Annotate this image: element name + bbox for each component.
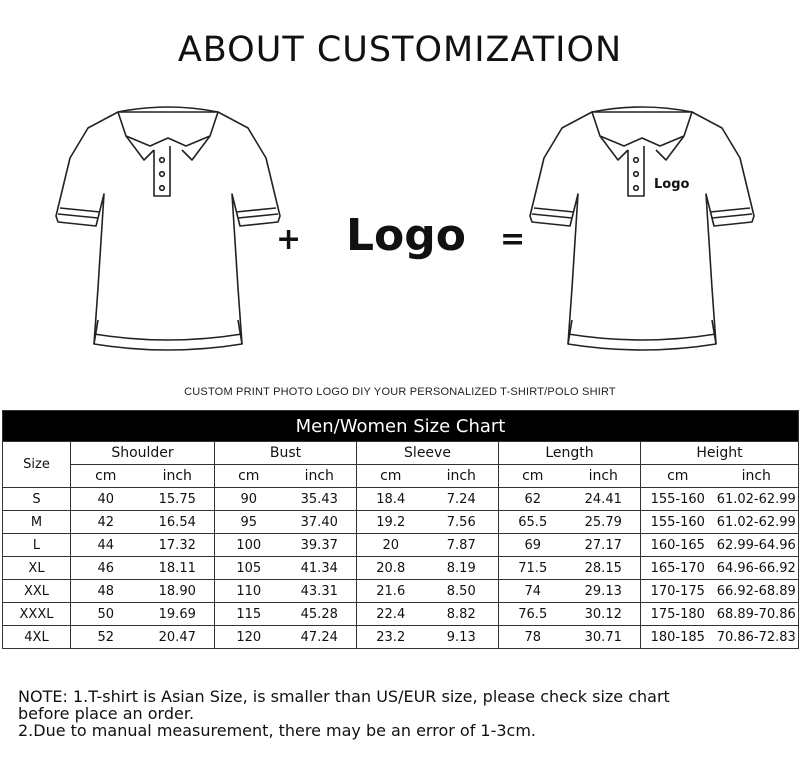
- table-cell: 23.2: [357, 626, 425, 649]
- logo-polo-shirt-image: [522, 98, 762, 360]
- table-cell: 68.89-70.86: [715, 603, 799, 626]
- group-header-length: Length: [499, 442, 641, 465]
- table-cell: 70.86-72.83: [715, 626, 799, 649]
- table-cell: 110: [215, 580, 283, 603]
- table-cell: 15.75: [141, 488, 215, 511]
- size-chart-body: [3, 488, 799, 649]
- table-cell: 46: [71, 557, 141, 580]
- table-cell: 29.13: [567, 580, 641, 603]
- table-cell: 8.50: [425, 580, 499, 603]
- group-header-height: Height: [641, 442, 799, 465]
- subtitle: CUSTOM PRINT PHOTO LOGO DIY YOUR PERSONALIZED T-SHIRT/POLO SHIRT: [184, 386, 616, 398]
- unit-header: cm: [357, 465, 425, 488]
- table-cell: 8.82: [425, 603, 499, 626]
- size-notes: [18, 688, 798, 739]
- note-line: before place an order.: [18, 704, 195, 723]
- unit-header: inch: [567, 465, 641, 488]
- table-cell: 8.19: [425, 557, 499, 580]
- table-cell: 61.02-62.99: [715, 511, 799, 534]
- group-header-bust: Bust: [215, 442, 357, 465]
- note-line: 2.Due to manual measurement, there may be an error of 1-3cm.: [18, 721, 537, 740]
- unit-header: inch: [141, 465, 215, 488]
- table-row: [3, 603, 799, 626]
- table-cell: 19.69: [141, 603, 215, 626]
- size-cell: L: [3, 534, 71, 557]
- table-cell: 28.15: [567, 557, 641, 580]
- table-cell: 20.47: [141, 626, 215, 649]
- table-cell: 170-175: [641, 580, 715, 603]
- size-column-header: Size: [3, 442, 71, 488]
- table-row: [3, 534, 799, 557]
- unit-header: inch: [283, 465, 357, 488]
- size-cell: XXXL: [3, 603, 71, 626]
- table-cell: 66.92-68.89: [715, 580, 799, 603]
- unit-header: inch: [715, 465, 799, 488]
- size-cell: M: [3, 511, 71, 534]
- table-cell: 22.4: [357, 603, 425, 626]
- table-cell: 18.4: [357, 488, 425, 511]
- table-cell: 40: [71, 488, 141, 511]
- table-cell: 37.40: [283, 511, 357, 534]
- table-cell: 18.90: [141, 580, 215, 603]
- size-cell: XL: [3, 557, 71, 580]
- note-line: NOTE: 1.T-shirt is Asian Size, is smaller than US/EUR size, please check size chart: [18, 687, 670, 706]
- table-cell: 180-185: [641, 626, 715, 649]
- table-cell: 76.5: [499, 603, 567, 626]
- unit-header: cm: [215, 465, 283, 488]
- table-cell: 165-170: [641, 557, 715, 580]
- table-cell: 27.17: [567, 534, 641, 557]
- table-row: [3, 557, 799, 580]
- table-cell: 52: [71, 626, 141, 649]
- table-cell: 155-160: [641, 511, 715, 534]
- table-cell: 24.41: [567, 488, 641, 511]
- table-cell: 74: [499, 580, 567, 603]
- equals-sign: =: [500, 222, 526, 257]
- table-cell: 43.31: [283, 580, 357, 603]
- table-row: [3, 580, 799, 603]
- table-cell: 44: [71, 534, 141, 557]
- group-header-shoulder: Shoulder: [71, 442, 215, 465]
- table-cell: 17.32: [141, 534, 215, 557]
- table-cell: 120: [215, 626, 283, 649]
- table-cell: 35.43: [283, 488, 357, 511]
- table-cell: 64.96-66.92: [715, 557, 799, 580]
- table-row: [3, 511, 799, 534]
- size-cell: XXL: [3, 580, 71, 603]
- table-cell: 175-180: [641, 603, 715, 626]
- unit-header: cm: [641, 465, 715, 488]
- page-title: ABOUT CUSTOMIZATION: [177, 30, 623, 70]
- plain-polo-shirt-image: [48, 98, 288, 360]
- unit-header: inch: [425, 465, 499, 488]
- table-cell: 20.8: [357, 557, 425, 580]
- size-cell: 4XL: [3, 626, 71, 649]
- unit-header: cm: [71, 465, 141, 488]
- table-cell: 48: [71, 580, 141, 603]
- table-cell: 78: [499, 626, 567, 649]
- table-cell: 115: [215, 603, 283, 626]
- table-row: [3, 626, 799, 649]
- table-cell: 9.13: [425, 626, 499, 649]
- table-row: [3, 488, 799, 511]
- table-cell: 95: [215, 511, 283, 534]
- table-cell: 20: [357, 534, 425, 557]
- table-cell: 45.28: [283, 603, 357, 626]
- table-cell: 30.71: [567, 626, 641, 649]
- table-cell: 62: [499, 488, 567, 511]
- table-cell: 65.5: [499, 511, 567, 534]
- table-cell: 69: [499, 534, 567, 557]
- logo-text: Logo: [346, 210, 466, 261]
- table-cell: 105: [215, 557, 283, 580]
- table-cell: 25.79: [567, 511, 641, 534]
- size-cell: S: [3, 488, 71, 511]
- table-cell: 71.5: [499, 557, 567, 580]
- table-cell: 7.56: [425, 511, 499, 534]
- table-cell: 50: [71, 603, 141, 626]
- plus-sign: +: [276, 222, 302, 257]
- table-cell: 18.11: [141, 557, 215, 580]
- group-header-sleeve: Sleeve: [357, 442, 499, 465]
- table-cell: 41.34: [283, 557, 357, 580]
- table-cell: 30.12: [567, 603, 641, 626]
- table-cell: 100: [215, 534, 283, 557]
- table-cell: 7.87: [425, 534, 499, 557]
- table-cell: 61.02-62.99: [715, 488, 799, 511]
- table-cell: 47.24: [283, 626, 357, 649]
- table-cell: 7.24: [425, 488, 499, 511]
- size-chart-table: [2, 410, 799, 649]
- table-cell: 19.2: [357, 511, 425, 534]
- table-cell: 42: [71, 511, 141, 534]
- table-cell: 16.54: [141, 511, 215, 534]
- shirt-logo-label: Logo: [654, 177, 690, 192]
- table-cell: 39.37: [283, 534, 357, 557]
- table-cell: 160-165: [641, 534, 715, 557]
- size-chart-heading: Men/Women Size Chart: [3, 411, 799, 442]
- table-cell: 90: [215, 488, 283, 511]
- table-cell: 62.99-64.96: [715, 534, 799, 557]
- unit-header: cm: [499, 465, 567, 488]
- table-cell: 155-160: [641, 488, 715, 511]
- table-cell: 21.6: [357, 580, 425, 603]
